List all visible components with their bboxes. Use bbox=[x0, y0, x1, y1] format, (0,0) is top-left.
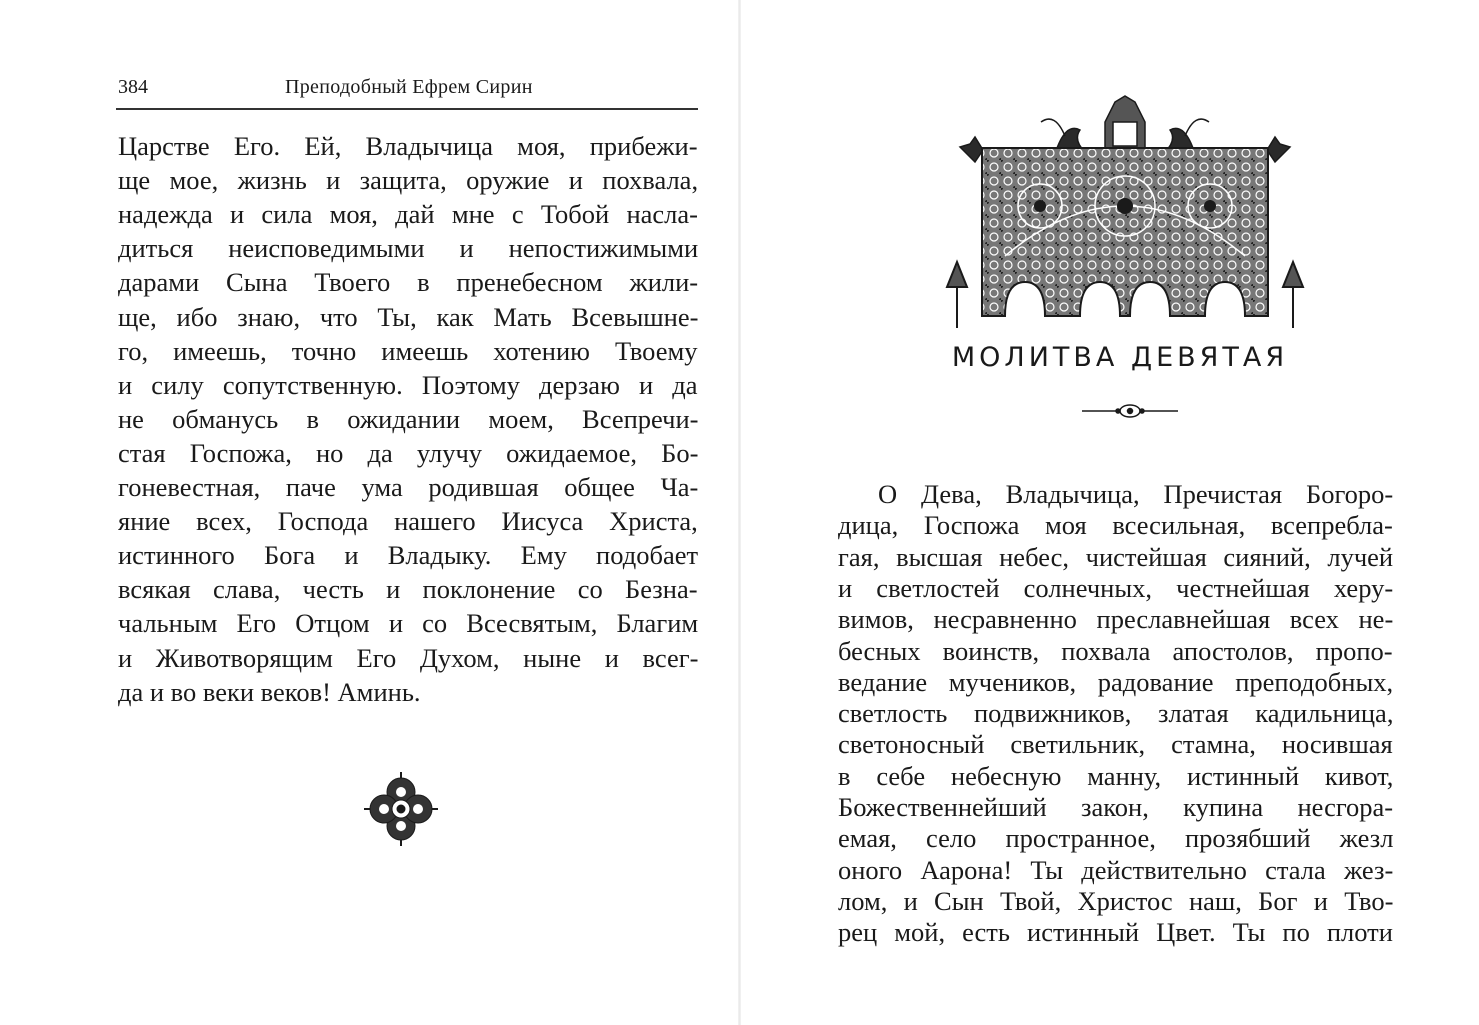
text-line: стая Госпожа, но да улучу ожидаемое, Бо- bbox=[118, 437, 699, 468]
prayer-title: МОЛИТВА ДЕВЯТАЯ bbox=[951, 342, 1289, 373]
right-page bbox=[740, 0, 1479, 1025]
text-line: надежда и сила моя, дай мне с Тобой насла- bbox=[118, 199, 698, 230]
text-line: чальным Его Отцом и со Всесвятым, Благим bbox=[118, 608, 699, 639]
text-line: О Дева, Владычица, Пречистая Богоро- bbox=[878, 479, 1394, 509]
text-line: и Животворящим Его Духом, ныне и всег- bbox=[118, 642, 699, 673]
text-line: истинного Бога и Владыку. Ему подобает bbox=[118, 540, 699, 571]
text-line: ще, ибо знаю, что Ты, как Мать Всевышне- bbox=[118, 301, 699, 332]
text-line: лом, и Сын Твой, Христос наш, Бог и Тво- bbox=[838, 885, 1394, 916]
text-line: диться неисповедимыми и непостижимыми bbox=[118, 233, 699, 264]
text-line: не обманусь в ожидании моем, Всепречи- bbox=[118, 403, 699, 434]
running-head bbox=[118, 72, 696, 102]
text-line: и светлостей солнечных, честнейшая херу- bbox=[838, 572, 1394, 603]
text-line: да и во веки веков! Аминь. bbox=[118, 676, 421, 707]
text-line: светлость подвижников, златая кадильница, bbox=[838, 698, 1394, 729]
text-line: гоневестная, паче ума родившая общее Ча- bbox=[118, 472, 699, 502]
text-line: и силу сопутственную. Поэтому дерзаю и да bbox=[118, 369, 698, 400]
text-line: яние всех, Господа нашего Иисуса Христа, bbox=[118, 506, 698, 537]
text-line: ще мое, жизнь и защита, оружие и похвала, bbox=[118, 165, 699, 196]
quatrefoil-fleuron-icon bbox=[362, 770, 440, 848]
text-line: светоносный светильник, стамна, носившая bbox=[838, 729, 1393, 760]
text-line: дица, Госпожа моя всесильная, всепребла- bbox=[838, 510, 1393, 541]
running-title: Преподобный Ефрем Сирин bbox=[285, 76, 533, 98]
text-line: всякая слава, честь и поклонение со Безна- bbox=[118, 574, 698, 605]
ornament-divider-icon bbox=[1080, 402, 1180, 420]
text-line: гая, высшая небес, чистейшая сияний, лучей bbox=[838, 541, 1394, 572]
text-line: рец мой, есть истинный Цвет. Ты по плоти bbox=[838, 917, 1393, 948]
text-line: ведание мучеников, радование преподобных, bbox=[838, 666, 1394, 697]
text-line: Божественнейший закон, купина несгора- bbox=[838, 792, 1394, 822]
text-line: дарами Сына Твоего в пренебесном жили- bbox=[118, 267, 699, 298]
text-line: оного Аарона! Ты действительно стала жез- bbox=[838, 854, 1394, 885]
text-line: в себе небесную манну, истинный кивот, bbox=[838, 760, 1394, 791]
text-line: бесных воинств, похвала апостолов, пропо- bbox=[838, 635, 1393, 666]
text-line: го, имеешь, точно имеешь хотению Твоему bbox=[118, 335, 698, 366]
page-number: 384 bbox=[118, 76, 148, 98]
header-rule bbox=[116, 108, 698, 110]
text-line: Царстве Его. Ей, Владычица моя, прибежи- bbox=[118, 131, 698, 161]
text-line: емая, село пространное, прозябший жезл bbox=[838, 823, 1394, 854]
text-line: вимов, несравненно преславнейшая всех не- bbox=[838, 604, 1394, 635]
ornamental-arch-headpiece-icon bbox=[945, 92, 1305, 328]
